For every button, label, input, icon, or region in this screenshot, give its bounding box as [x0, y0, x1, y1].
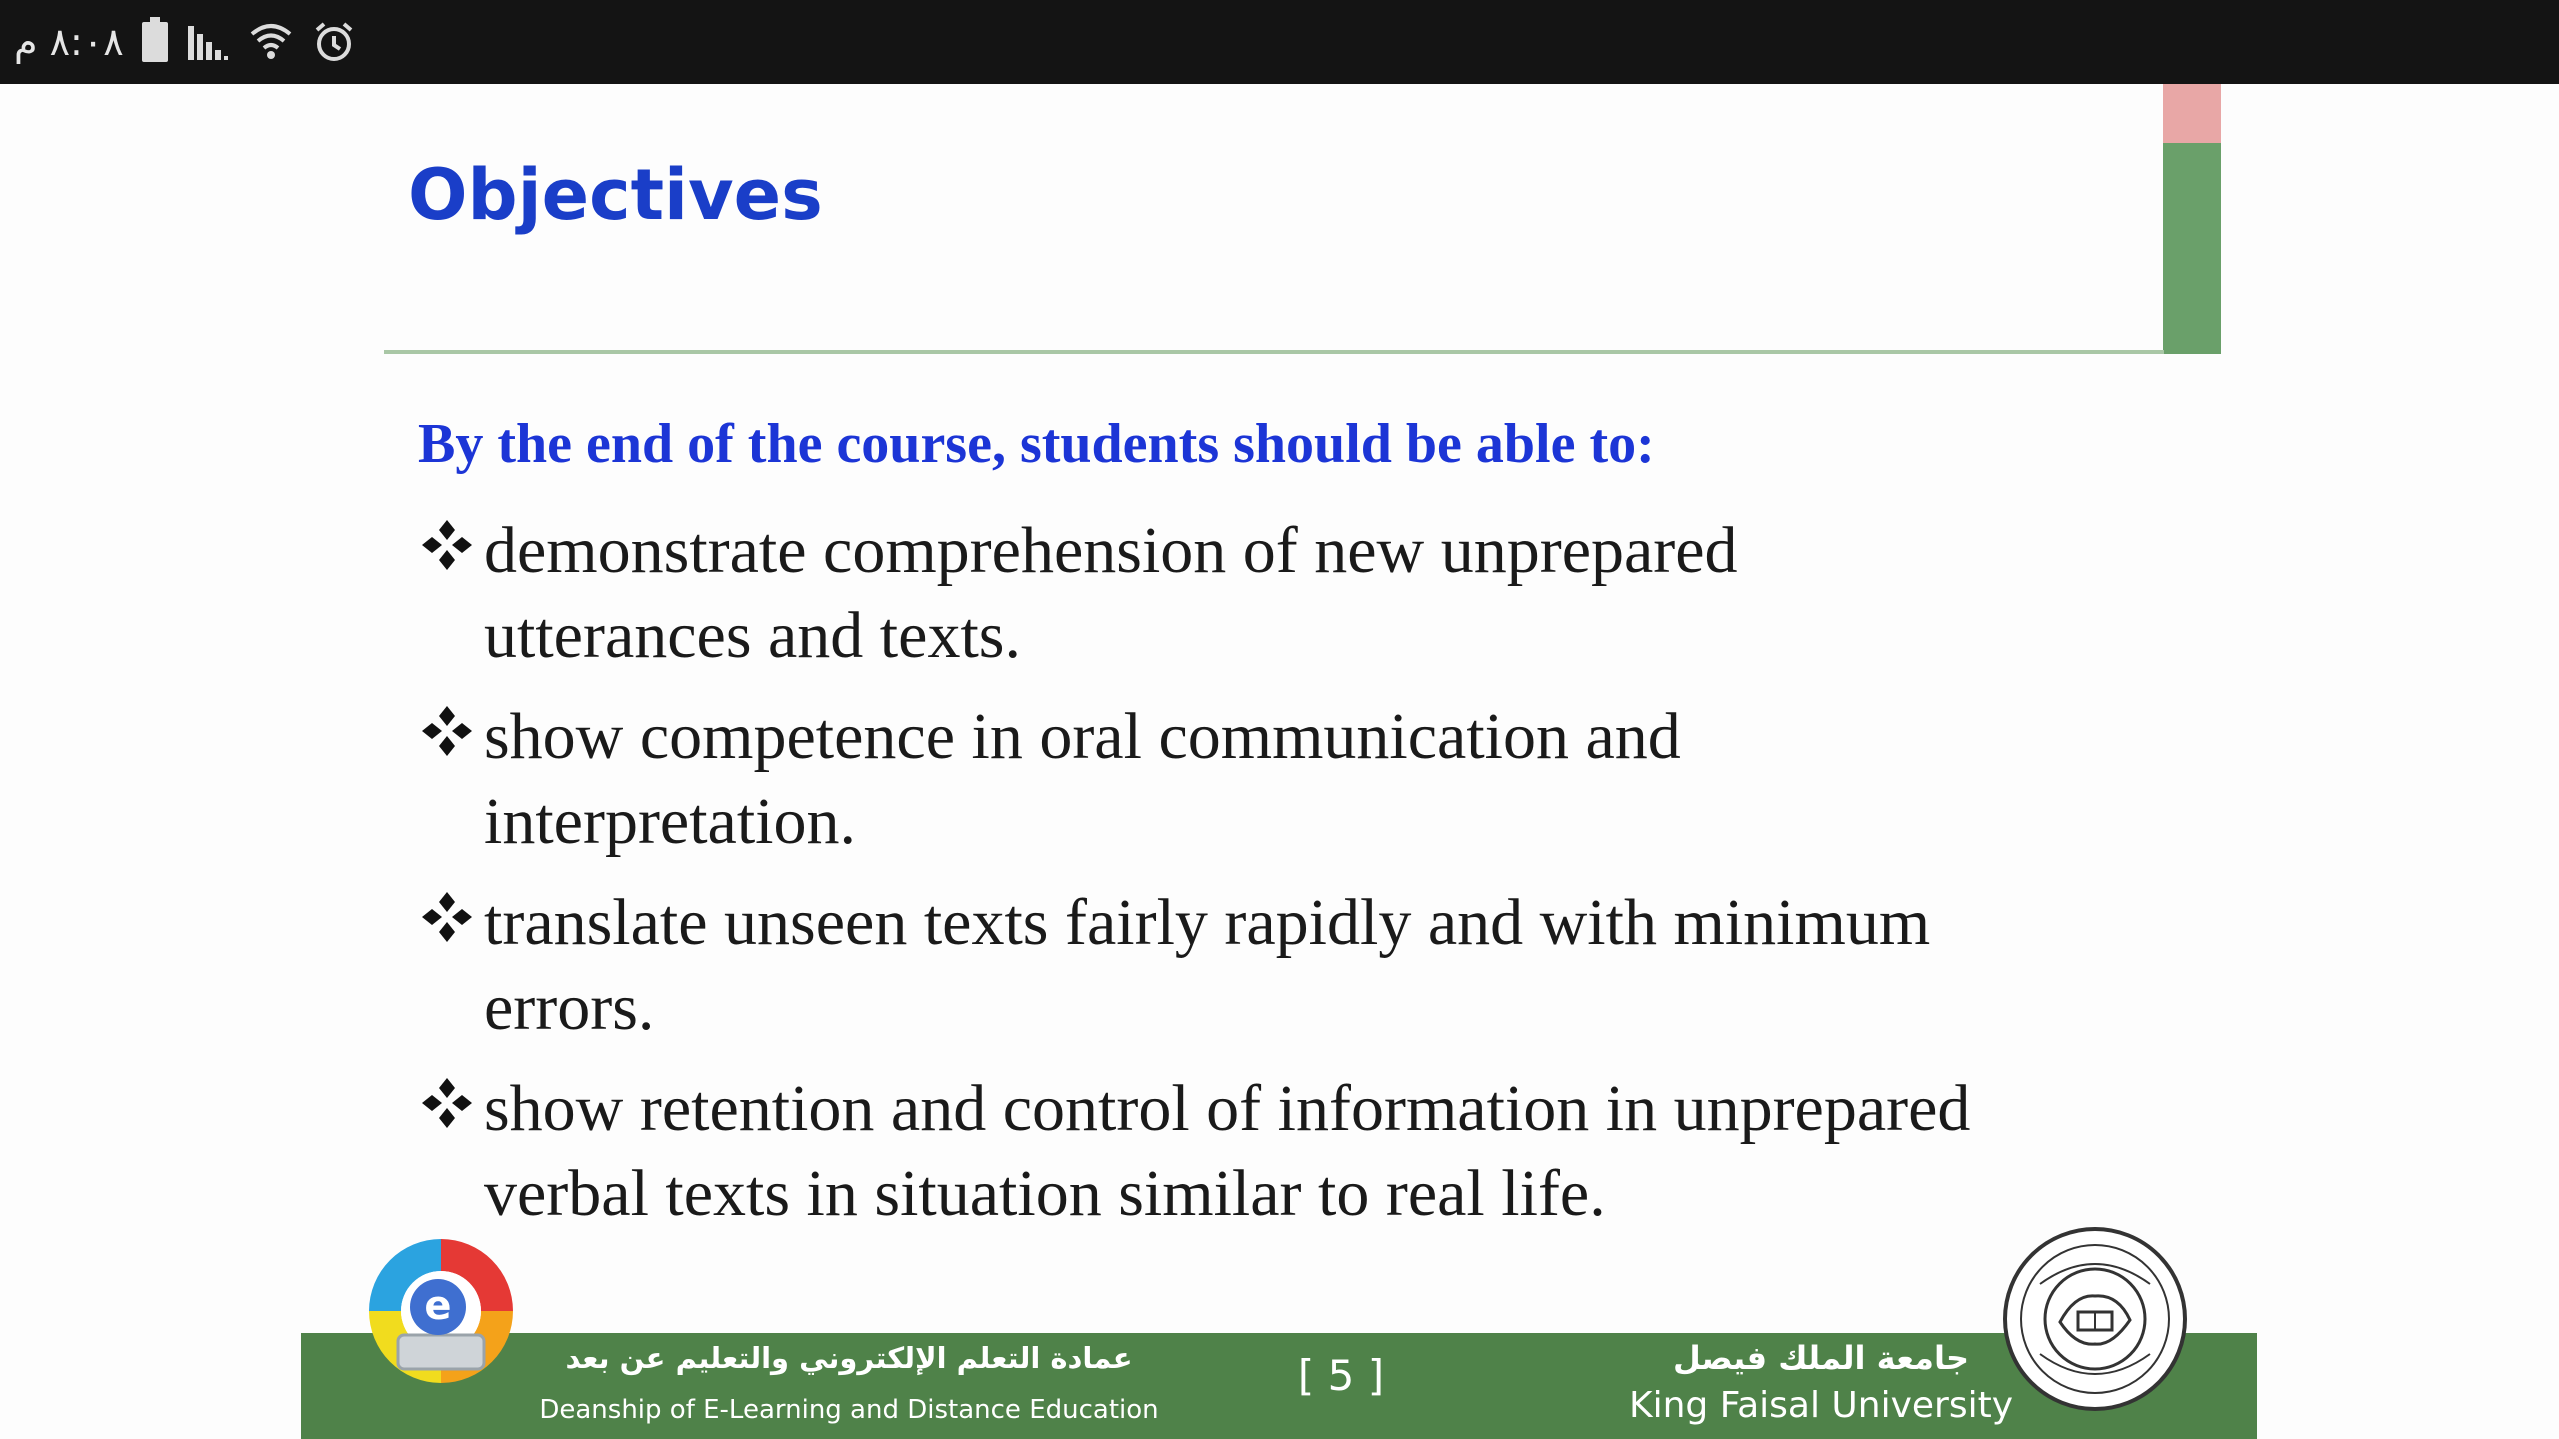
- status-time: ٨:٠٨ م: [14, 20, 124, 64]
- objectives-list: [418, 508, 2138, 1252]
- university-name-arabic: جامعة الملك فيصل: [1672, 1339, 1970, 1377]
- diamond-bullet-icon: [418, 888, 476, 946]
- objective-line: demonstrate comprehension of new unprepared: [484, 514, 1738, 587]
- kfu-seal: [2000, 1224, 2190, 1414]
- objective-item: [418, 508, 2138, 678]
- objective-line: translate unseen texts fairly rapidly and with minimum: [484, 886, 1931, 959]
- objective-line: errors.: [484, 971, 655, 1044]
- battery-icon: [142, 22, 168, 62]
- diamond-bullet-icon: [418, 1074, 476, 1132]
- objective-line: show retention and control of information in unprepared: [484, 1072, 1971, 1145]
- university-name-english: King Faisal University: [1628, 1385, 2014, 1426]
- objective-text: [484, 1066, 2138, 1236]
- objective-line: verbal texts in situation similar to real life.: [484, 1157, 1606, 1230]
- objective-item: [418, 1066, 2138, 1236]
- page-number: [ 5 ]: [1297, 1351, 1385, 1400]
- objective-item: [418, 880, 2138, 1050]
- signal-icon: [186, 20, 230, 64]
- objective-line: interpretation.: [484, 785, 857, 858]
- slide: [0, 84, 2559, 1439]
- alarm-icon: [312, 20, 356, 64]
- deanship-name-arabic: عمادة التعلم الإلكتروني والتعليم عن بعد: [565, 1341, 1133, 1375]
- diamond-bullet-icon: [418, 516, 476, 574]
- title-divider: [384, 350, 2164, 354]
- accent-bar-green: [2163, 143, 2221, 354]
- slide-title: Objectives: [408, 154, 823, 236]
- objective-text: [484, 694, 2138, 864]
- objective-line: show competence in oral communication and: [484, 700, 1681, 773]
- svg-text:e: e: [424, 1283, 452, 1329]
- status-left-group: [14, 10, 356, 74]
- objective-text: [484, 880, 2138, 1050]
- elearning-logo: [356, 1227, 526, 1417]
- objectives-intro: By the end of the course, students should be able to:: [418, 413, 1655, 475]
- slide-footer: [301, 1333, 2257, 1439]
- deanship-name-english: Deanship of E-Learning and Distance Education: [539, 1395, 1159, 1425]
- objective-text: [484, 508, 2138, 678]
- objective-line: utterances and texts.: [484, 599, 1021, 672]
- accent-bar-pink: [2163, 84, 2221, 143]
- objective-item: [418, 694, 2138, 864]
- wifi-icon: [248, 20, 294, 64]
- diamond-bullet-icon: [418, 702, 476, 760]
- status-bar: [0, 0, 2559, 84]
